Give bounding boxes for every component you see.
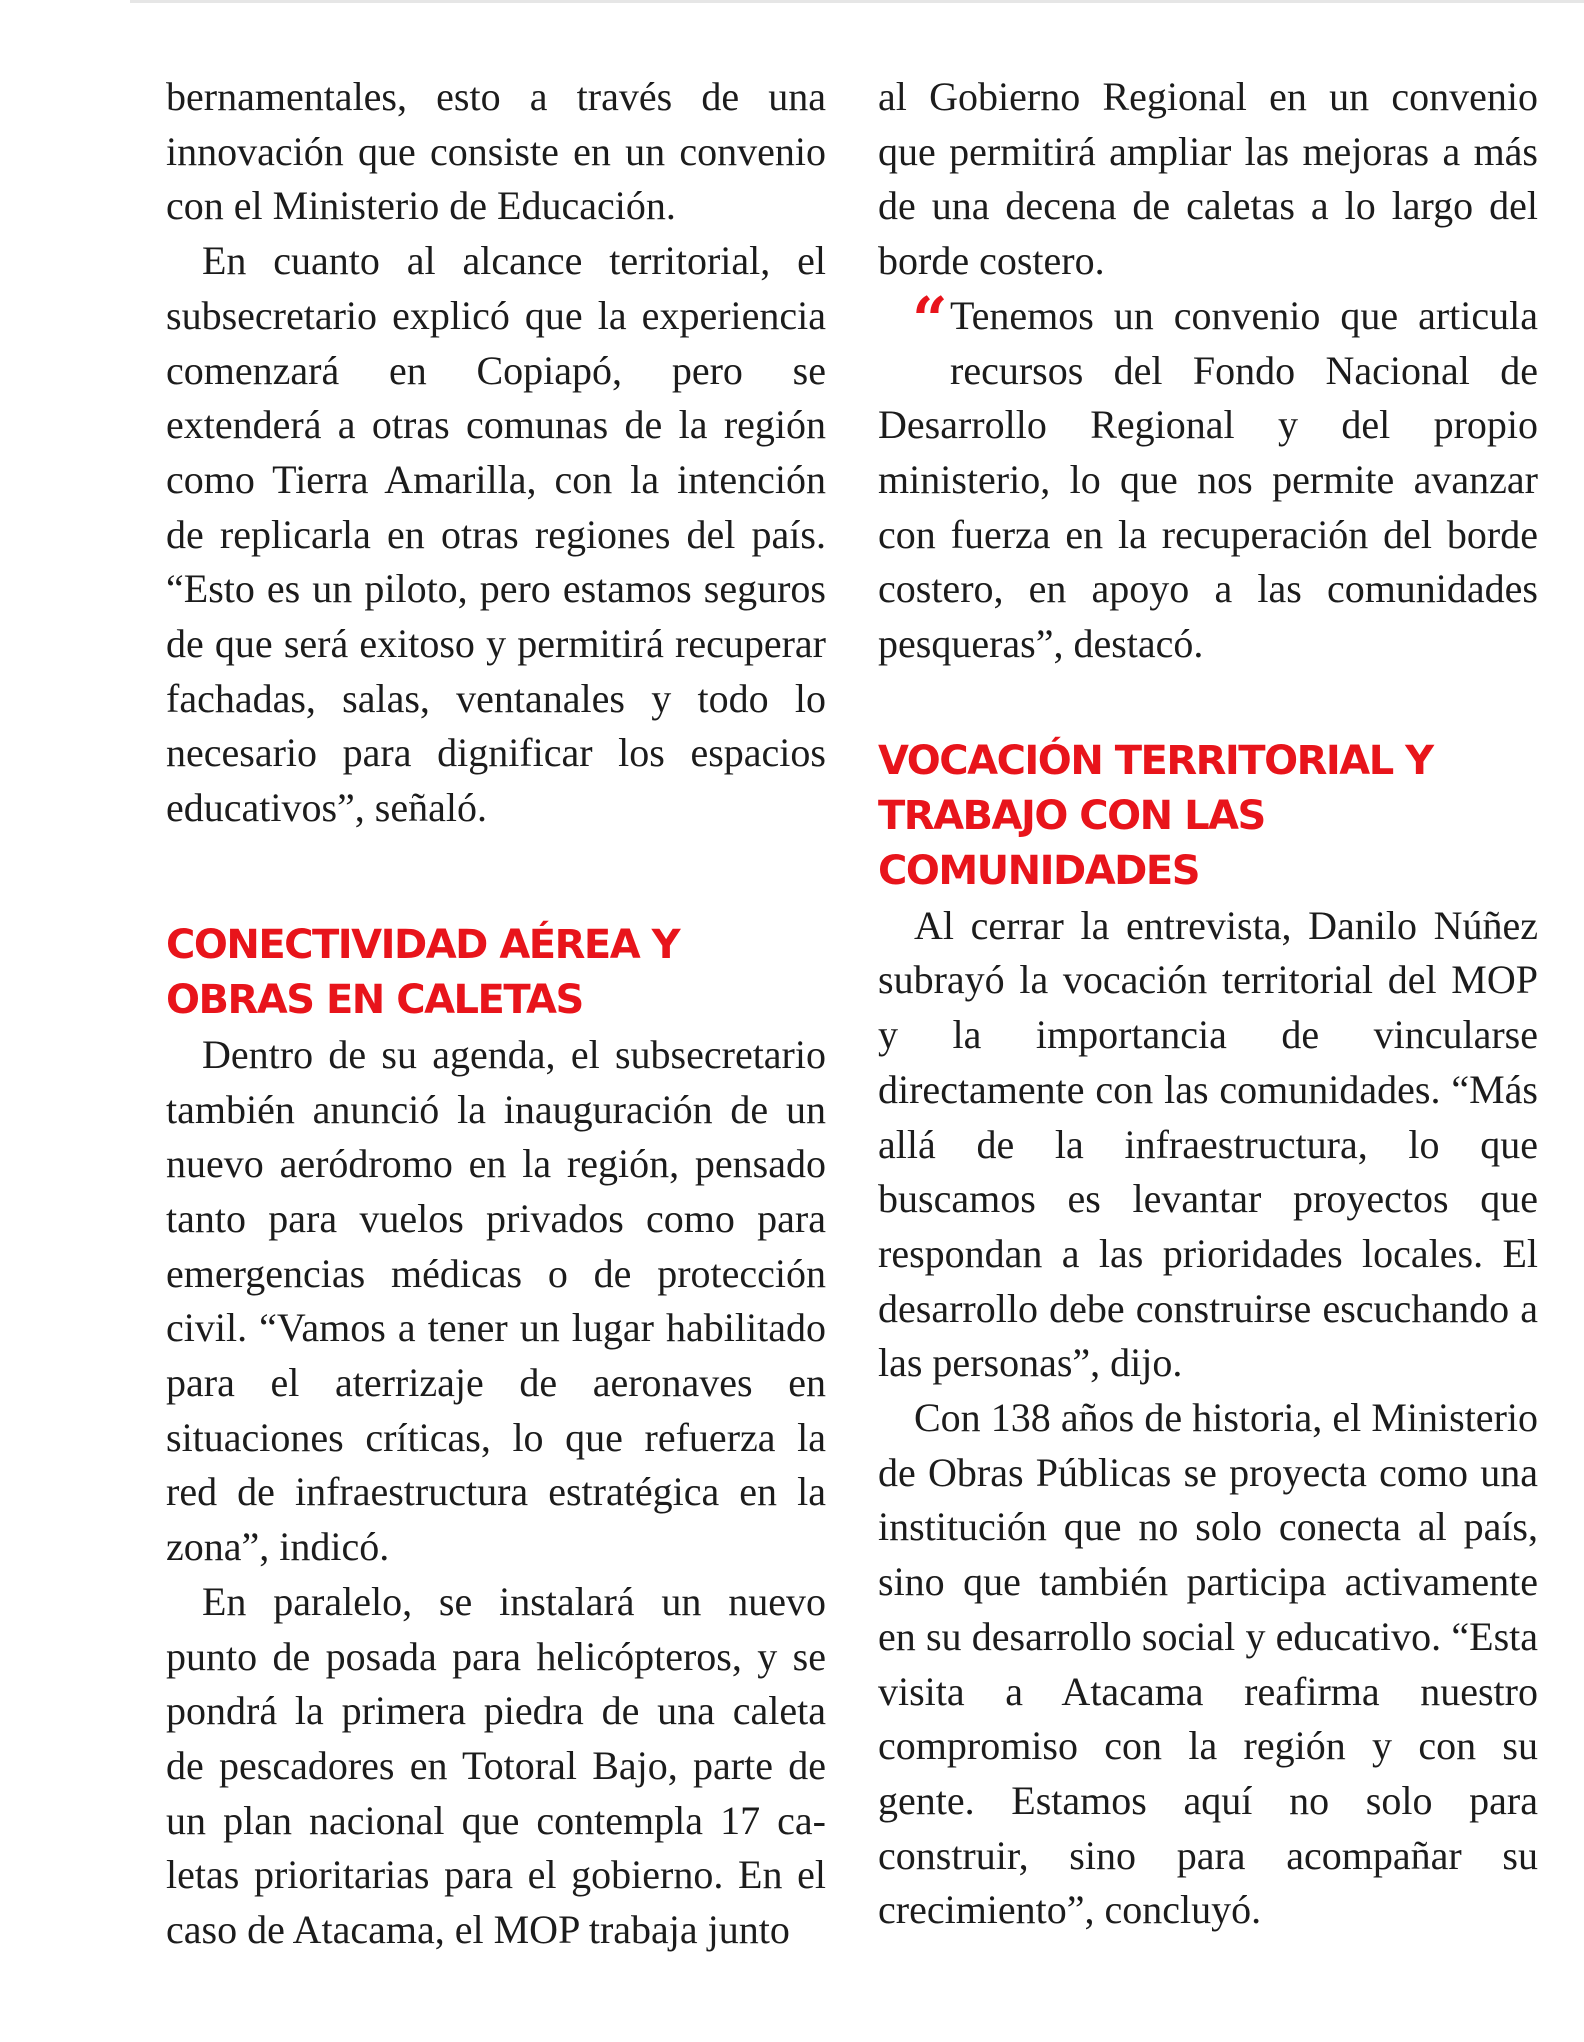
- quote-mark-icon: “: [912, 282, 948, 356]
- right-column: [878, 70, 1538, 1938]
- paragraph: En cuanto al alcance territorial, el subsecretario explicó que la experiencia comenzará en Copiapó, pero se extenderá a otras comunas de la región como Tierra Amarilla, con la intención de replicarla en otras regiones del país. “Esto es un piloto, pero estamos seguros de que será exitoso y permitirá recuperar fachadas, salas, ventanales y todo lo necesario para dignificar los espacios educativos”, señaló.: [166, 238, 826, 831]
- section-heading: VOCACIÓN TERRITORIAL Y TRABAJO CON LAS COMUNIDADES: [878, 737, 1433, 894]
- quote-text: Tenemos un convenio que articula recursos del Fondo Nacional de Desarrollo Regional y del propio ministerio, lo que nos permite avanzar con fuerza en la recuperación del borde costero, en apoyo a las comunidades pesqueras”, destacó.: [878, 292, 1538, 667]
- paragraph: Con 138 años de historia, el Ministerio de Obras Públicas se proyecta como una institución que no solo conecta al país, sino que también participa activamente en su desarrollo social y educativo. “Esta visita a Atacama reafirma nuestro compromiso con la región y con su gente. Estamos aquí no solo para construir, sino para acompañar su crecimiento”, concluyó.: [878, 1395, 1538, 1933]
- section-heading: CONECTIVIDAD AÉREA Y OBRAS EN CALETAS: [166, 921, 680, 1023]
- left-column: [166, 70, 826, 1958]
- paragraph: al Gobierno Regional en un convenio que permitirá ampliar las mejoras a más de una decena de caletas a lo largo del borde costero.: [878, 74, 1538, 284]
- paragraph: Dentro de su agenda, el subsecretario también anunció la inauguración de un nuevo aeródromo en la región, pensado tanto para vuelos privados como para emergencias médicas o de protección civil. “Vamos a tener un lugar habilitado para el aterrizaje de aeronaves en situaciones críticas, lo que refuerza la red de infraestructura estratégica en la zona”, indicó.: [166, 1031, 826, 1570]
- paragraph: Al cerrar la entrevista, Danilo Núñez subrayó la vocación territorial del MOP y la importancia de vincularse directamente con las comunidades. “Más allá de la infraestructura, lo que buscamos es levantar proyectos que respondan a las prioridades locales. El desarrollo debe construirse escuchando a las personas”, dijo.: [878, 902, 1538, 1386]
- paragraph: En paralelo, se instalará un nuevo punto de posada para helicópteros, y se pondrá la primera piedra de una caleta de pescadores en Totoral Bajo, parte de un plan nacional que contempla 17 caletas prioritarias para el gobierno. En el caso de Atacama, el MOP trabaja junto: [166, 1578, 826, 1953]
- pull-quote: [878, 282, 1538, 672]
- paragraph: bernamentales, esto a través de una innovación que consiste en un convenio con el Ministerio de Educación.: [166, 74, 826, 229]
- top-border: [130, 0, 1584, 3]
